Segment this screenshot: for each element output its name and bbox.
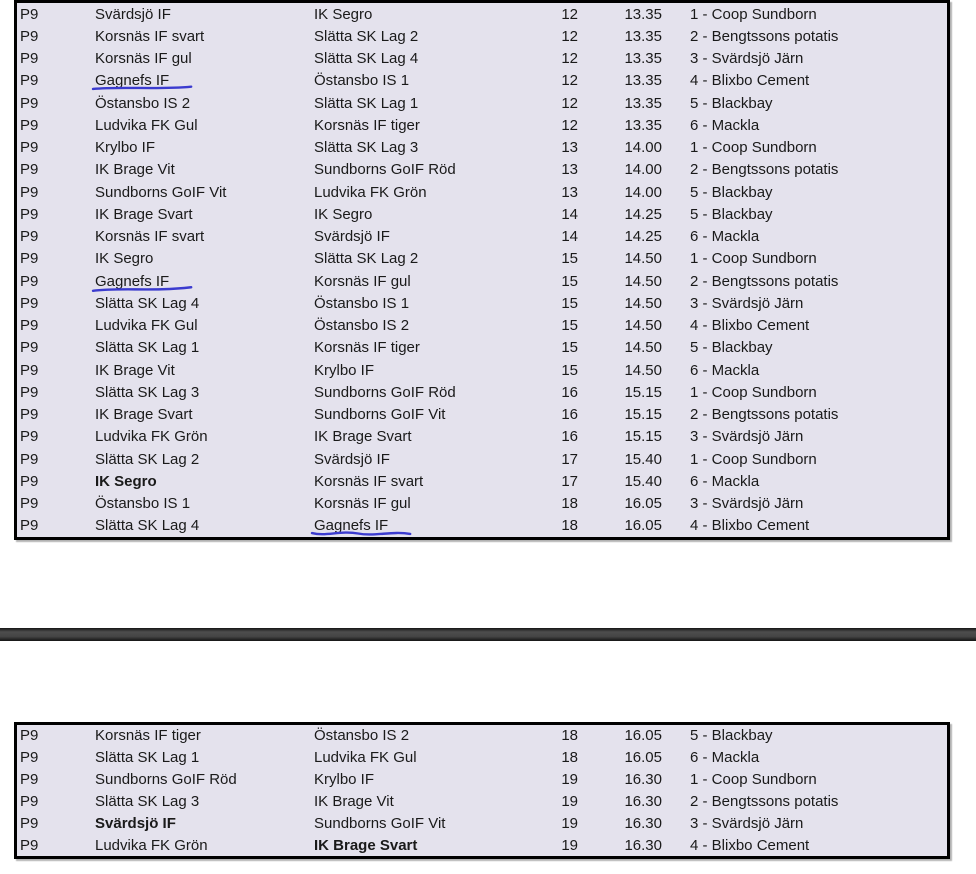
home-team-cell xyxy=(95,162,314,177)
match-row xyxy=(17,812,947,834)
away-team-name: IK Segro xyxy=(314,205,373,223)
round-cell: 13 xyxy=(561,183,578,201)
home-team-cell xyxy=(95,7,314,22)
venue-cell: 5 - Blackbay xyxy=(690,183,773,201)
away-team-name: Sundborns GoIF Vit xyxy=(314,814,446,832)
away-team-name: Krylbo IF xyxy=(314,361,375,379)
time-cell: 13.35 xyxy=(624,5,662,23)
home-team-name: Slätta SK Lag 4 xyxy=(95,294,200,312)
round-cell: 13 xyxy=(561,139,578,157)
home-team-cell xyxy=(95,429,314,444)
round-cell: 18 xyxy=(561,517,578,535)
away-team-cell xyxy=(314,340,559,355)
time-cell: 14.50 xyxy=(624,339,662,357)
away-team-name: Östansbo IS 2 xyxy=(314,317,410,335)
time-cell: 15.15 xyxy=(624,428,662,446)
match-row xyxy=(17,404,947,426)
group-cell: P9 xyxy=(20,361,39,379)
round-cell: 17 xyxy=(561,472,578,490)
away-team-cell xyxy=(314,7,559,22)
away-team-cell xyxy=(314,296,559,311)
round-cell: 16 xyxy=(561,428,578,446)
venue-cell: 4 - Blixbo Cement xyxy=(690,517,810,535)
home-team-cell xyxy=(95,496,314,511)
away-team-name: IK Brage Svart xyxy=(314,836,418,854)
home-team-cell xyxy=(95,750,314,765)
away-team-name: Slätta SK Lag 4 xyxy=(314,50,419,68)
group-cell: P9 xyxy=(20,228,39,246)
group-cell: P9 xyxy=(20,450,39,468)
match-row xyxy=(17,92,947,114)
group-cell: P9 xyxy=(20,50,39,68)
group-cell: P9 xyxy=(20,72,39,90)
home-team-name: Slätta SK Lag 1 xyxy=(95,749,200,767)
round-cell: 12 xyxy=(561,50,578,68)
venue-cell: 2 - Bengtssons potatis xyxy=(690,161,839,179)
group-cell: P9 xyxy=(20,472,39,490)
away-team-cell xyxy=(314,385,559,400)
match-row xyxy=(17,315,947,337)
venue-cell: 1 - Coop Sundborn xyxy=(690,383,817,401)
home-team-name: Svärdsjö IF xyxy=(95,5,171,23)
match-row xyxy=(17,493,947,515)
away-team-name: Korsnäs IF gul xyxy=(314,495,411,513)
away-team-cell xyxy=(314,496,559,511)
away-team-cell xyxy=(314,51,559,66)
group-cell: P9 xyxy=(20,383,39,401)
away-team-cell xyxy=(314,429,559,444)
match-row xyxy=(17,426,947,448)
time-cell: 13.35 xyxy=(624,27,662,45)
round-cell: 12 xyxy=(561,94,578,112)
match-row xyxy=(17,137,947,159)
home-team-name: Slätta SK Lag 2 xyxy=(95,450,200,468)
round-cell: 17 xyxy=(561,450,578,468)
round-cell: 19 xyxy=(561,792,578,810)
match-row xyxy=(17,725,947,747)
home-team-cell xyxy=(95,340,314,355)
away-team-name: Sundborns GoIF Röd xyxy=(314,161,456,179)
venue-cell: 1 - Coop Sundborn xyxy=(690,250,817,268)
away-team-cell xyxy=(314,229,559,244)
away-team-cell xyxy=(314,363,559,378)
time-cell: 14.50 xyxy=(624,250,662,268)
group-cell: P9 xyxy=(20,495,39,513)
round-cell: 12 xyxy=(561,5,578,23)
match-row xyxy=(17,270,947,292)
time-cell: 13.35 xyxy=(624,116,662,134)
schedule-table-page-1 xyxy=(14,0,950,540)
round-cell: 14 xyxy=(561,228,578,246)
home-team-name: IK Brage Vit xyxy=(95,361,175,379)
match-row xyxy=(17,790,947,812)
round-cell: 12 xyxy=(561,72,578,90)
match-row xyxy=(17,337,947,359)
home-team-name: IK Segro xyxy=(95,472,157,490)
home-team-cell xyxy=(95,140,314,155)
away-team-cell xyxy=(314,140,559,155)
round-cell: 15 xyxy=(561,339,578,357)
venue-cell: 3 - Svärdsjö Järn xyxy=(690,428,804,446)
time-cell: 14.50 xyxy=(624,317,662,335)
home-team-name: Korsnäs IF svart xyxy=(95,228,205,246)
venue-cell: 1 - Coop Sundborn xyxy=(690,139,817,157)
time-cell: 15.15 xyxy=(624,406,662,424)
home-team-cell xyxy=(95,474,314,489)
group-cell: P9 xyxy=(20,517,39,535)
home-team-cell xyxy=(95,96,314,111)
time-cell: 15.40 xyxy=(624,450,662,468)
round-cell: 15 xyxy=(561,294,578,312)
home-team-cell xyxy=(95,772,314,787)
home-team-cell xyxy=(95,296,314,311)
pen-underline-annotation xyxy=(310,529,412,538)
round-cell: 12 xyxy=(561,27,578,45)
time-cell: 13.35 xyxy=(624,50,662,68)
away-team-name: IK Segro xyxy=(314,5,373,23)
match-row xyxy=(17,248,947,270)
away-team-name: Sundborns GoIF Vit xyxy=(314,406,446,424)
time-cell: 16.30 xyxy=(624,836,662,854)
time-cell: 14.25 xyxy=(624,228,662,246)
time-cell: 13.35 xyxy=(624,72,662,90)
venue-cell: 1 - Coop Sundborn xyxy=(690,5,817,23)
group-cell: P9 xyxy=(20,139,39,157)
match-row xyxy=(17,359,947,381)
venue-cell: 5 - Blackbay xyxy=(690,727,773,745)
group-cell: P9 xyxy=(20,5,39,23)
home-team-name: Krylbo IF xyxy=(95,139,156,157)
page-break-separator xyxy=(0,628,976,641)
away-team-cell xyxy=(314,452,559,467)
match-row xyxy=(17,747,947,769)
time-cell: 14.25 xyxy=(624,205,662,223)
home-team-cell xyxy=(95,73,314,88)
round-cell: 12 xyxy=(561,116,578,134)
time-cell: 16.05 xyxy=(624,749,662,767)
venue-cell: 1 - Coop Sundborn xyxy=(690,771,817,789)
venue-cell: 3 - Svärdsjö Järn xyxy=(690,495,804,513)
group-cell: P9 xyxy=(20,836,39,854)
away-team-cell xyxy=(314,162,559,177)
home-team-name: Sundborns GoIF Vit xyxy=(95,183,227,201)
time-cell: 16.05 xyxy=(624,517,662,535)
home-team-cell xyxy=(95,207,314,222)
away-team-cell xyxy=(314,750,559,765)
match-row xyxy=(17,3,947,25)
away-team-name: Korsnäs IF tiger xyxy=(314,339,420,357)
group-cell: P9 xyxy=(20,272,39,290)
away-team-name: Östansbo IS 1 xyxy=(314,72,410,90)
group-cell: P9 xyxy=(20,205,39,223)
away-team-cell xyxy=(314,518,559,533)
away-team-cell xyxy=(314,838,559,853)
home-team-cell xyxy=(95,452,314,467)
home-team-cell xyxy=(95,794,314,809)
home-team-name: Östansbo IS 2 xyxy=(95,94,191,112)
group-cell: P9 xyxy=(20,116,39,134)
away-team-name: IK Brage Vit xyxy=(314,792,394,810)
time-cell: 16.30 xyxy=(624,792,662,810)
venue-cell: 6 - Mackla xyxy=(690,472,760,490)
away-team-name: Slätta SK Lag 3 xyxy=(314,139,419,157)
match-row xyxy=(17,470,947,492)
away-team-name: Krylbo IF xyxy=(314,771,375,789)
group-cell: P9 xyxy=(20,339,39,357)
time-cell: 16.05 xyxy=(624,495,662,513)
home-team-name: Gagnefs IF xyxy=(95,73,169,88)
round-cell: 18 xyxy=(561,495,578,513)
time-cell: 14.50 xyxy=(624,272,662,290)
match-row xyxy=(17,834,947,856)
match-row xyxy=(17,181,947,203)
away-team-name: IK Brage Svart xyxy=(314,428,412,446)
away-team-name: Korsnäs IF svart xyxy=(314,472,424,490)
away-team-name: Östansbo IS 1 xyxy=(314,294,410,312)
away-team-cell xyxy=(314,816,559,831)
venue-cell: 6 - Mackla xyxy=(690,228,760,246)
home-team-name: Ludvika FK Gul xyxy=(95,116,198,134)
time-cell: 13.35 xyxy=(624,94,662,112)
away-team-cell xyxy=(314,73,559,88)
venue-cell: 2 - Bengtssons potatis xyxy=(690,272,839,290)
away-team-cell xyxy=(314,728,559,743)
round-cell: 18 xyxy=(561,727,578,745)
group-cell: P9 xyxy=(20,406,39,424)
round-cell: 15 xyxy=(561,317,578,335)
home-team-name: Slätta SK Lag 3 xyxy=(95,792,200,810)
group-cell: P9 xyxy=(20,792,39,810)
venue-cell: 4 - Blixbo Cement xyxy=(690,72,810,90)
venue-cell: 5 - Blackbay xyxy=(690,94,773,112)
home-team-cell xyxy=(95,728,314,743)
group-cell: P9 xyxy=(20,250,39,268)
home-team-name: Sundborns GoIF Röd xyxy=(95,771,237,789)
home-team-name: IK Segro xyxy=(95,250,154,268)
home-team-cell xyxy=(95,318,314,333)
match-row xyxy=(17,159,947,181)
round-cell: 15 xyxy=(561,361,578,379)
home-team-name: Gagnefs IF xyxy=(95,274,169,289)
home-team-cell xyxy=(95,251,314,266)
group-cell: P9 xyxy=(20,317,39,335)
away-team-name: Korsnäs IF tiger xyxy=(314,116,420,134)
away-team-cell xyxy=(314,407,559,422)
round-cell: 16 xyxy=(561,383,578,401)
away-team-name: Sundborns GoIF Röd xyxy=(314,383,456,401)
round-cell: 14 xyxy=(561,205,578,223)
home-team-cell xyxy=(95,363,314,378)
away-team-cell xyxy=(314,96,559,111)
away-team-cell xyxy=(314,118,559,133)
away-team-name: Korsnäs IF gul xyxy=(314,272,411,290)
away-team-cell xyxy=(314,185,559,200)
away-team-name: Slätta SK Lag 1 xyxy=(314,94,419,112)
away-team-name: Svärdsjö IF xyxy=(314,450,390,468)
group-cell: P9 xyxy=(20,428,39,446)
group-cell: P9 xyxy=(20,727,39,745)
round-cell: 15 xyxy=(561,250,578,268)
home-team-name: Slätta SK Lag 3 xyxy=(95,383,200,401)
home-team-cell xyxy=(95,385,314,400)
venue-cell: 1 - Coop Sundborn xyxy=(690,450,817,468)
round-cell: 19 xyxy=(561,771,578,789)
away-team-cell xyxy=(314,474,559,489)
time-cell: 16.30 xyxy=(624,814,662,832)
home-team-name: Ludvika FK Grön xyxy=(95,428,208,446)
time-cell: 14.50 xyxy=(624,294,662,312)
venue-cell: 4 - Blixbo Cement xyxy=(690,836,810,854)
group-cell: P9 xyxy=(20,94,39,112)
venue-cell: 3 - Svärdsjö Järn xyxy=(690,814,804,832)
group-cell: P9 xyxy=(20,749,39,767)
match-row xyxy=(17,226,947,248)
time-cell: 14.00 xyxy=(624,139,662,157)
away-team-cell xyxy=(314,274,559,289)
group-cell: P9 xyxy=(20,294,39,312)
time-cell: 16.30 xyxy=(624,771,662,789)
away-team-cell xyxy=(314,29,559,44)
away-team-name: Slätta SK Lag 2 xyxy=(314,250,419,268)
away-team-cell xyxy=(314,251,559,266)
venue-cell: 6 - Mackla xyxy=(690,116,760,134)
venue-cell: 2 - Bengtssons potatis xyxy=(690,792,839,810)
round-cell: 15 xyxy=(561,272,578,290)
venue-cell: 2 - Bengtssons potatis xyxy=(690,27,839,45)
match-row xyxy=(17,448,947,470)
venue-cell: 2 - Bengtssons potatis xyxy=(690,406,839,424)
round-cell: 16 xyxy=(561,406,578,424)
match-row xyxy=(17,769,947,791)
time-cell: 14.00 xyxy=(624,183,662,201)
home-team-name: Slätta SK Lag 4 xyxy=(95,517,200,535)
away-team-cell xyxy=(314,794,559,809)
time-cell: 15.15 xyxy=(624,383,662,401)
group-cell: P9 xyxy=(20,183,39,201)
home-team-name: IK Brage Vit xyxy=(95,161,175,179)
away-team-name: Ludvika FK Grön xyxy=(314,183,427,201)
match-row xyxy=(17,48,947,70)
home-team-name: IK Brage Svart xyxy=(95,406,193,424)
round-cell: 19 xyxy=(561,814,578,832)
away-team-cell xyxy=(314,772,559,787)
group-cell: P9 xyxy=(20,161,39,179)
home-team-cell xyxy=(95,185,314,200)
away-team-cell xyxy=(314,207,559,222)
round-cell: 18 xyxy=(561,749,578,767)
home-team-name: Korsnäs IF tiger xyxy=(95,727,201,745)
match-row xyxy=(17,381,947,403)
home-team-cell xyxy=(95,118,314,133)
match-row xyxy=(17,203,947,225)
home-team-cell xyxy=(95,51,314,66)
venue-cell: 3 - Svärdsjö Järn xyxy=(690,50,804,68)
round-cell: 19 xyxy=(561,836,578,854)
home-team-name: Svärdsjö IF xyxy=(95,814,176,832)
home-team-cell xyxy=(95,229,314,244)
away-team-name: Slätta SK Lag 2 xyxy=(314,27,419,45)
home-team-name: Ludvika FK Grön xyxy=(95,836,208,854)
time-cell: 14.50 xyxy=(624,361,662,379)
home-team-cell xyxy=(95,274,314,289)
home-team-name: Korsnäs IF svart xyxy=(95,27,205,45)
venue-cell: 6 - Mackla xyxy=(690,749,760,767)
home-team-name: Östansbo IS 1 xyxy=(95,495,191,513)
venue-cell: 6 - Mackla xyxy=(690,361,760,379)
round-cell: 13 xyxy=(561,161,578,179)
venue-cell: 4 - Blixbo Cement xyxy=(690,317,810,335)
away-team-name: Östansbo IS 2 xyxy=(314,727,410,745)
venue-cell: 3 - Svärdsjö Järn xyxy=(690,294,804,312)
home-team-cell xyxy=(95,407,314,422)
venue-cell: 5 - Blackbay xyxy=(690,205,773,223)
home-team-cell xyxy=(95,816,314,831)
time-cell: 15.40 xyxy=(624,472,662,490)
group-cell: P9 xyxy=(20,814,39,832)
home-team-name: IK Brage Svart xyxy=(95,205,193,223)
home-team-name: Korsnäs IF gul xyxy=(95,50,192,68)
match-row xyxy=(17,292,947,314)
away-team-name: Svärdsjö IF xyxy=(314,228,390,246)
group-cell: P9 xyxy=(20,27,39,45)
match-row xyxy=(17,515,947,537)
home-team-cell xyxy=(95,29,314,44)
match-row xyxy=(17,25,947,47)
venue-cell: 5 - Blackbay xyxy=(690,339,773,357)
home-team-cell xyxy=(95,518,314,533)
away-team-name: Ludvika FK Gul xyxy=(314,749,417,767)
time-cell: 16.05 xyxy=(624,727,662,745)
home-team-name: Slätta SK Lag 1 xyxy=(95,339,200,357)
match-row xyxy=(17,114,947,136)
match-row xyxy=(17,70,947,92)
away-team-name: Gagnefs IF xyxy=(314,518,388,533)
home-team-name: Ludvika FK Gul xyxy=(95,317,198,335)
home-team-cell xyxy=(95,838,314,853)
time-cell: 14.00 xyxy=(624,161,662,179)
away-team-cell xyxy=(314,318,559,333)
schedule-table-page-2 xyxy=(14,722,950,859)
group-cell: P9 xyxy=(20,771,39,789)
